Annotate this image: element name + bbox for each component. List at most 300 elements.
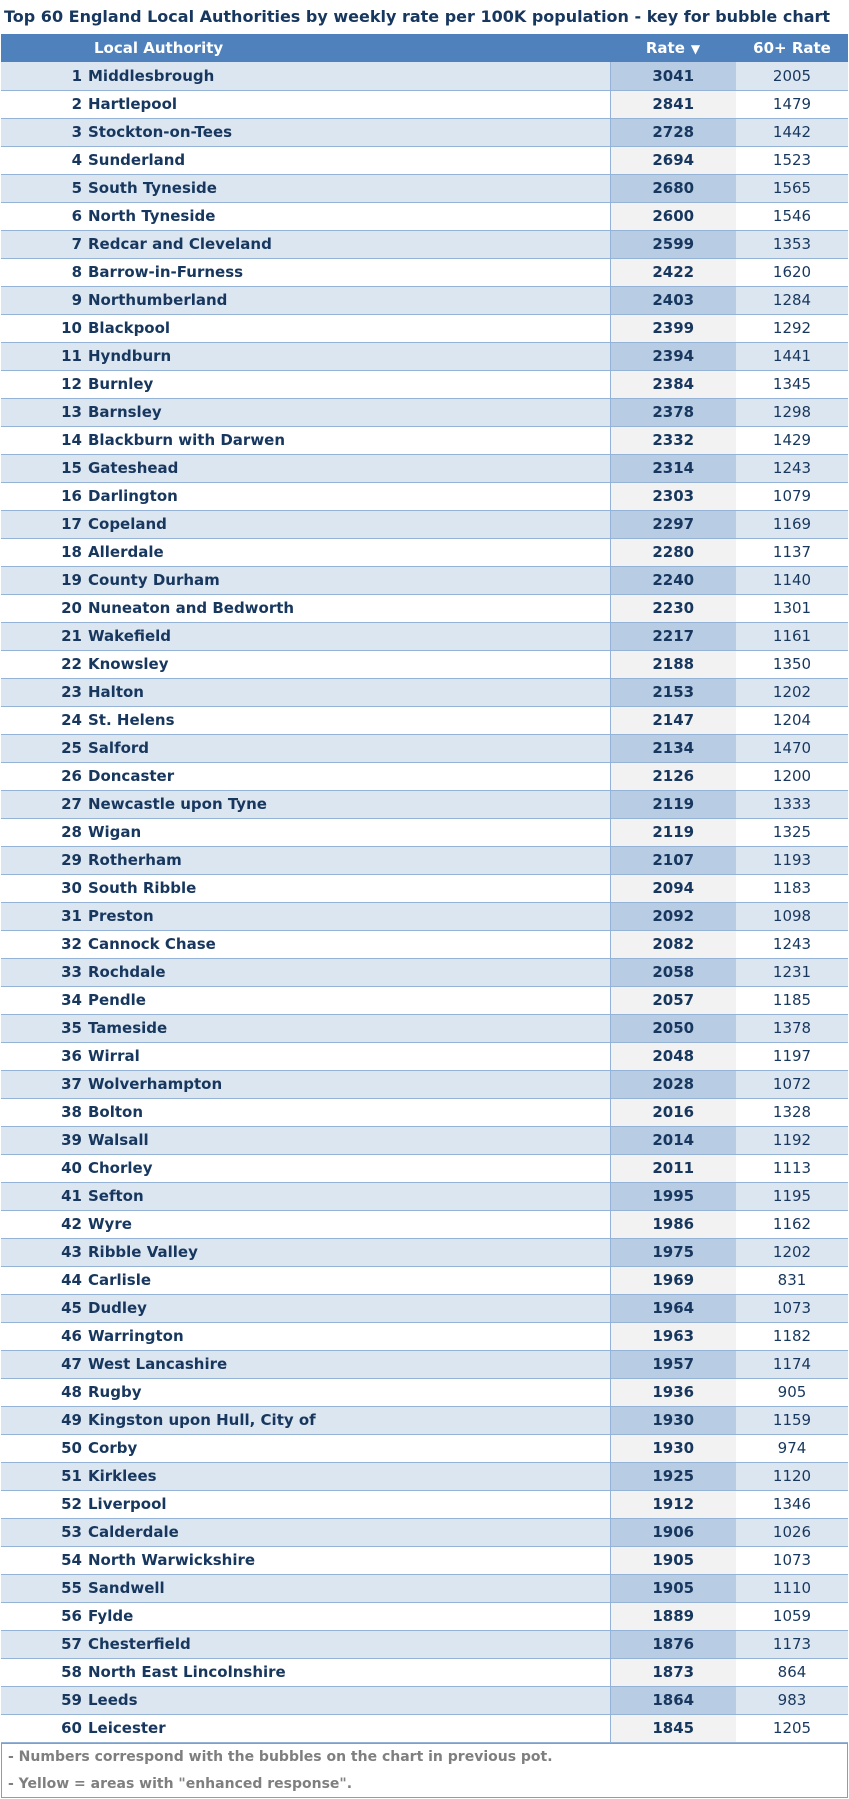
rank-number: 23 bbox=[61, 683, 82, 701]
rate-cell: 2057 bbox=[610, 986, 736, 1014]
rate-cell: 2297 bbox=[610, 510, 736, 538]
table-row bbox=[1, 566, 848, 594]
authority-name: West Lancashire bbox=[88, 1355, 228, 1373]
rate60-cell: 1073 bbox=[736, 1294, 848, 1322]
rate60-cell: 1204 bbox=[736, 706, 848, 734]
rate60-cell: 1162 bbox=[736, 1210, 848, 1238]
page-title: Top 60 England Local Authorities by weekly rate per 100K population - key for bubble chart bbox=[4, 7, 831, 26]
authority-cell bbox=[1, 706, 610, 734]
authority-cell bbox=[1, 678, 610, 706]
rate60-cell: 1565 bbox=[736, 174, 848, 202]
rate60-cell: 1183 bbox=[736, 874, 848, 902]
authority-name: Corby bbox=[88, 1439, 138, 1457]
column-header-rate[interactable] bbox=[610, 34, 736, 62]
authority-name: Blackburn with Darwen bbox=[88, 431, 286, 449]
rank-number: 46 bbox=[61, 1327, 82, 1345]
authority-cell bbox=[1, 986, 610, 1014]
rate60-cell: 1523 bbox=[736, 146, 848, 174]
authority-cell bbox=[1, 1126, 610, 1154]
authority-cell bbox=[1, 1070, 610, 1098]
rate60-cell: 1113 bbox=[736, 1154, 848, 1182]
rate-cell: 2011 bbox=[610, 1154, 736, 1182]
rank-number: 21 bbox=[61, 627, 82, 645]
rate60-cell: 1231 bbox=[736, 958, 848, 986]
rank-number: 31 bbox=[61, 907, 82, 925]
authority-cell bbox=[1, 1490, 610, 1518]
rate-cell: 1889 bbox=[610, 1602, 736, 1630]
rank-number: 8 bbox=[71, 263, 82, 281]
rate60-cell: 1185 bbox=[736, 986, 848, 1014]
authority-cell bbox=[1, 1518, 610, 1546]
table-row bbox=[1, 230, 848, 258]
rate-cell: 2082 bbox=[610, 930, 736, 958]
rate-cell: 2048 bbox=[610, 1042, 736, 1070]
note-line: - Yellow = areas with "enhanced response". bbox=[8, 1776, 353, 1792]
rate-cell: 2422 bbox=[610, 258, 736, 286]
rate60-cell: 1120 bbox=[736, 1462, 848, 1490]
rate60-cell: 1173 bbox=[736, 1630, 848, 1658]
authority-name: Kingston upon Hull, City of bbox=[88, 1411, 316, 1429]
table-row bbox=[1, 874, 848, 902]
authority-name: Redcar and Cleveland bbox=[88, 235, 272, 253]
rate-cell: 1905 bbox=[610, 1546, 736, 1574]
rate60-cell: 864 bbox=[736, 1658, 848, 1686]
authority-name: Warrington bbox=[88, 1327, 184, 1345]
rate60-cell: 1333 bbox=[736, 790, 848, 818]
rate60-cell: 1284 bbox=[736, 286, 848, 314]
authority-cell bbox=[1, 1462, 610, 1490]
authority-cell bbox=[1, 818, 610, 846]
rate-cell: 1930 bbox=[610, 1434, 736, 1462]
rate60-cell: 905 bbox=[736, 1378, 848, 1406]
authority-cell bbox=[1, 1154, 610, 1182]
rank-number: 37 bbox=[61, 1075, 82, 1093]
authority-name: Tameside bbox=[88, 1019, 168, 1037]
authority-cell bbox=[1, 1546, 610, 1574]
rate60-cell: 1202 bbox=[736, 678, 848, 706]
authority-name: Burnley bbox=[88, 375, 154, 393]
table-row bbox=[1, 1434, 848, 1462]
rate60-cell: 1137 bbox=[736, 538, 848, 566]
authority-name: Cannock Chase bbox=[88, 935, 216, 953]
authority-name: Wakefield bbox=[88, 627, 172, 645]
rate60-cell: 1202 bbox=[736, 1238, 848, 1266]
rate-cell: 1963 bbox=[610, 1322, 736, 1350]
authority-name: Newcastle upon Tyne bbox=[88, 795, 267, 813]
authority-cell bbox=[1, 1210, 610, 1238]
rate-cell: 2058 bbox=[610, 958, 736, 986]
authority-cell bbox=[1, 62, 610, 90]
rate60-cell: 1479 bbox=[736, 90, 848, 118]
authority-name: Blackpool bbox=[88, 319, 171, 337]
column-header-rate60[interactable] bbox=[736, 34, 848, 62]
table-row bbox=[1, 1322, 848, 1350]
rank-number: 11 bbox=[61, 347, 82, 365]
table-row bbox=[1, 1658, 848, 1686]
authority-name: North Warwickshire bbox=[88, 1551, 256, 1569]
authority-cell bbox=[1, 846, 610, 874]
rate-cell: 2107 bbox=[610, 846, 736, 874]
authority-name: County Durham bbox=[88, 571, 220, 589]
authority-name: Sefton bbox=[88, 1187, 144, 1205]
table-row bbox=[1, 258, 848, 286]
authority-cell bbox=[1, 594, 610, 622]
table-row bbox=[1, 1686, 848, 1714]
authority-cell bbox=[1, 1350, 610, 1378]
table-row bbox=[1, 426, 848, 454]
authority-name: Liverpool bbox=[88, 1495, 167, 1513]
rank-number: 57 bbox=[61, 1635, 82, 1653]
rate60-cell: 1073 bbox=[736, 1546, 848, 1574]
authority-cell bbox=[1, 454, 610, 482]
authority-cell bbox=[1, 958, 610, 986]
rate-cell: 2014 bbox=[610, 1126, 736, 1154]
authority-name: Wigan bbox=[88, 823, 142, 841]
rate-cell: 2147 bbox=[610, 706, 736, 734]
table-row bbox=[1, 706, 848, 734]
rank-number: 26 bbox=[61, 767, 82, 785]
rate-cell: 1986 bbox=[610, 1210, 736, 1238]
table-row bbox=[1, 1266, 848, 1294]
rate60-cell: 1301 bbox=[736, 594, 848, 622]
authority-name: South Tyneside bbox=[88, 179, 217, 197]
rate60-cell: 1159 bbox=[736, 1406, 848, 1434]
rank-number: 30 bbox=[61, 879, 82, 897]
rate60-cell: 974 bbox=[736, 1434, 848, 1462]
authority-cell bbox=[1, 146, 610, 174]
authority-name: Wolverhampton bbox=[88, 1075, 223, 1093]
column-header-rate-label: Rate bbox=[645, 39, 685, 57]
table-row bbox=[1, 1350, 848, 1378]
authority-name: Stockton-on-Tees bbox=[88, 123, 233, 141]
table-row bbox=[1, 1630, 848, 1658]
rank-number: 3 bbox=[71, 123, 82, 141]
rate60-cell: 1378 bbox=[736, 1014, 848, 1042]
rate-cell: 1925 bbox=[610, 1462, 736, 1490]
table-row bbox=[1, 678, 848, 706]
table-row bbox=[1, 958, 848, 986]
authority-cell bbox=[1, 510, 610, 538]
table-row bbox=[1, 90, 848, 118]
rate60-cell: 1620 bbox=[736, 258, 848, 286]
rate60-cell: 1059 bbox=[736, 1602, 848, 1630]
table-row bbox=[1, 342, 848, 370]
authority-cell bbox=[1, 342, 610, 370]
header-row bbox=[1, 34, 848, 62]
rate-cell: 2119 bbox=[610, 818, 736, 846]
rank-number: 40 bbox=[61, 1159, 82, 1177]
rate60-cell: 1110 bbox=[736, 1574, 848, 1602]
rate60-cell: 983 bbox=[736, 1686, 848, 1714]
rate-cell: 1936 bbox=[610, 1378, 736, 1406]
rate-cell: 2384 bbox=[610, 370, 736, 398]
rate-cell: 2728 bbox=[610, 118, 736, 146]
rank-number: 1 bbox=[71, 66, 82, 85]
rate60-cell: 1441 bbox=[736, 342, 848, 370]
authority-cell bbox=[1, 118, 610, 146]
rank-number: 59 bbox=[61, 1691, 82, 1709]
authority-name: Darlington bbox=[88, 487, 178, 505]
rank-number: 39 bbox=[61, 1131, 82, 1149]
authority-name: Preston bbox=[88, 907, 154, 925]
rate-cell: 1964 bbox=[610, 1294, 736, 1322]
rate60-cell: 1140 bbox=[736, 566, 848, 594]
rate60-cell: 1192 bbox=[736, 1126, 848, 1154]
rank-number: 36 bbox=[61, 1047, 82, 1065]
rate-cell: 2094 bbox=[610, 874, 736, 902]
authority-cell bbox=[1, 426, 610, 454]
rank-number: 13 bbox=[61, 403, 82, 421]
authority-name: Gateshead bbox=[88, 459, 179, 477]
rank-number: 24 bbox=[61, 711, 82, 729]
table-row bbox=[1, 1462, 848, 1490]
rank-number: 35 bbox=[61, 1019, 82, 1037]
authority-name: Allerdale bbox=[88, 543, 164, 561]
rank-number: 45 bbox=[61, 1299, 82, 1317]
rate60-cell: 1470 bbox=[736, 734, 848, 762]
authority-cell bbox=[1, 622, 610, 650]
authority-cell bbox=[1, 90, 610, 118]
table-row bbox=[1, 1574, 848, 1602]
rate60-cell: 1350 bbox=[736, 650, 848, 678]
rate-cell: 2119 bbox=[610, 790, 736, 818]
authority-cell bbox=[1, 1378, 610, 1406]
rate-cell: 2403 bbox=[610, 286, 736, 314]
rank-number: 27 bbox=[61, 795, 82, 813]
authority-cell bbox=[1, 902, 610, 930]
authority-name: Hyndburn bbox=[88, 347, 172, 365]
authority-cell bbox=[1, 1238, 610, 1266]
rate60-cell: 1346 bbox=[736, 1490, 848, 1518]
rate60-cell: 1193 bbox=[736, 846, 848, 874]
column-header-rate60-label: 60+ Rate bbox=[753, 39, 831, 57]
authority-cell bbox=[1, 1266, 610, 1294]
table-row bbox=[1, 818, 848, 846]
rank-number: 5 bbox=[71, 179, 82, 197]
authority-name: Barnsley bbox=[88, 403, 162, 421]
authority-cell bbox=[1, 1014, 610, 1042]
authority-name: Pendle bbox=[88, 991, 146, 1009]
rank-number: 14 bbox=[61, 431, 82, 449]
rate-cell: 2134 bbox=[610, 734, 736, 762]
rank-number: 4 bbox=[71, 151, 82, 169]
rank-number: 6 bbox=[71, 207, 82, 225]
rate-cell: 2016 bbox=[610, 1098, 736, 1126]
table-row bbox=[1, 1378, 848, 1406]
table-row bbox=[1, 930, 848, 958]
authority-cell bbox=[1, 1686, 610, 1714]
rank-number: 7 bbox=[71, 235, 82, 253]
authority-cell bbox=[1, 174, 610, 202]
rank-number: 19 bbox=[61, 571, 82, 589]
authority-cell bbox=[1, 1042, 610, 1070]
rank-number: 60 bbox=[61, 1719, 82, 1737]
notes-box bbox=[1, 1743, 848, 1798]
table-row bbox=[1, 1294, 848, 1322]
rate-cell: 1995 bbox=[610, 1182, 736, 1210]
authority-name: Sandwell bbox=[88, 1579, 165, 1597]
rank-number: 32 bbox=[61, 935, 82, 953]
rank-number: 10 bbox=[61, 319, 82, 337]
rank-number: 43 bbox=[61, 1243, 82, 1261]
rate60-cell: 1353 bbox=[736, 230, 848, 258]
rate60-cell: 1161 bbox=[736, 622, 848, 650]
authority-cell bbox=[1, 1406, 610, 1434]
table-row bbox=[1, 398, 848, 426]
rate-cell: 1906 bbox=[610, 1518, 736, 1546]
column-header-authority-label: Local Authority bbox=[94, 39, 224, 57]
rate60-cell: 1072 bbox=[736, 1070, 848, 1098]
rate60-cell: 2005 bbox=[736, 62, 848, 90]
rate60-cell: 1298 bbox=[736, 398, 848, 426]
rate60-cell: 1197 bbox=[736, 1042, 848, 1070]
rate60-cell: 1345 bbox=[736, 370, 848, 398]
rate-cell: 2126 bbox=[610, 762, 736, 790]
rate60-cell: 1205 bbox=[736, 1714, 848, 1742]
authority-cell bbox=[1, 258, 610, 286]
rate-cell: 2332 bbox=[610, 426, 736, 454]
rank-number: 53 bbox=[61, 1523, 82, 1541]
rate60-cell: 1546 bbox=[736, 202, 848, 230]
rate-cell: 2841 bbox=[610, 90, 736, 118]
table-row bbox=[1, 846, 848, 874]
authority-name: Middlesbrough bbox=[88, 66, 215, 85]
table-row bbox=[1, 1602, 848, 1630]
rate-cell: 2280 bbox=[610, 538, 736, 566]
rate60-cell: 1328 bbox=[736, 1098, 848, 1126]
rate60-cell: 1429 bbox=[736, 426, 848, 454]
authority-cell bbox=[1, 1658, 610, 1686]
authority-cell bbox=[1, 1322, 610, 1350]
rank-number: 50 bbox=[61, 1439, 82, 1457]
rate-cell: 1905 bbox=[610, 1574, 736, 1602]
authority-cell bbox=[1, 538, 610, 566]
rate-cell: 2240 bbox=[610, 566, 736, 594]
rate-cell: 2230 bbox=[610, 594, 736, 622]
authority-name: Northumberland bbox=[88, 291, 228, 309]
authority-name: North Tyneside bbox=[88, 207, 216, 225]
authority-cell bbox=[1, 762, 610, 790]
rate-cell: 2092 bbox=[610, 902, 736, 930]
rate-cell: 2217 bbox=[610, 622, 736, 650]
rank-number: 29 bbox=[61, 851, 82, 869]
authority-cell bbox=[1, 650, 610, 678]
authority-cell bbox=[1, 1434, 610, 1462]
table-row bbox=[1, 762, 848, 790]
rate-cell: 1876 bbox=[610, 1630, 736, 1658]
rank-number: 22 bbox=[61, 655, 82, 673]
rank-number: 16 bbox=[61, 487, 82, 505]
authority-table bbox=[1, 34, 848, 1743]
rank-number: 56 bbox=[61, 1607, 82, 1625]
rate-cell: 1957 bbox=[610, 1350, 736, 1378]
authority-name: Copeland bbox=[88, 515, 167, 533]
table-row bbox=[1, 902, 848, 930]
rate-cell: 2378 bbox=[610, 398, 736, 426]
rate60-cell: 1325 bbox=[736, 818, 848, 846]
authority-name: Kirklees bbox=[88, 1467, 157, 1485]
table-row bbox=[1, 1098, 848, 1126]
table-row bbox=[1, 1070, 848, 1098]
rate60-cell: 1243 bbox=[736, 454, 848, 482]
rate-cell: 1845 bbox=[610, 1714, 736, 1742]
authority-cell bbox=[1, 566, 610, 594]
table-row bbox=[1, 510, 848, 538]
table-row bbox=[1, 1714, 848, 1742]
rank-number: 54 bbox=[61, 1551, 82, 1569]
authority-name: Sunderland bbox=[88, 151, 186, 169]
rate60-cell: 1079 bbox=[736, 482, 848, 510]
table-row bbox=[1, 1182, 848, 1210]
rank-number: 44 bbox=[61, 1271, 82, 1289]
authority-name: Chesterfield bbox=[88, 1635, 191, 1653]
rate60-cell: 1292 bbox=[736, 314, 848, 342]
rate60-cell: 1442 bbox=[736, 118, 848, 146]
authority-name: St. Helens bbox=[88, 711, 175, 729]
rate60-cell: 1169 bbox=[736, 510, 848, 538]
table-row bbox=[1, 622, 848, 650]
authority-cell bbox=[1, 1182, 610, 1210]
table-row bbox=[1, 174, 848, 202]
authority-cell bbox=[1, 314, 610, 342]
rate60-cell: 1026 bbox=[736, 1518, 848, 1546]
authority-name: Bolton bbox=[88, 1103, 144, 1121]
table-row bbox=[1, 1546, 848, 1574]
sort-descending-icon[interactable]: ▼ bbox=[690, 42, 701, 56]
authority-cell bbox=[1, 286, 610, 314]
table-body bbox=[1, 62, 848, 1742]
authority-name: Knowsley bbox=[88, 655, 169, 673]
authority-name: Halton bbox=[88, 683, 144, 701]
rate-cell: 2399 bbox=[610, 314, 736, 342]
table-row bbox=[1, 986, 848, 1014]
authority-cell bbox=[1, 370, 610, 398]
authority-name: Dudley bbox=[88, 1299, 147, 1317]
authority-name: Barrow-in-Furness bbox=[88, 263, 244, 281]
authority-name: Doncaster bbox=[88, 767, 175, 785]
authority-cell bbox=[1, 1294, 610, 1322]
table-row bbox=[1, 1238, 848, 1266]
rate60-cell: 1174 bbox=[736, 1350, 848, 1378]
rank-number: 17 bbox=[61, 515, 82, 533]
authority-name: Ribble Valley bbox=[88, 1243, 198, 1261]
table-row bbox=[1, 734, 848, 762]
rate-cell: 2394 bbox=[610, 342, 736, 370]
column-header-authority[interactable] bbox=[1, 34, 610, 62]
authority-name: Rochdale bbox=[88, 963, 166, 981]
rate-cell: 3041 bbox=[610, 62, 736, 90]
rank-number: 51 bbox=[61, 1467, 82, 1485]
authority-cell bbox=[1, 930, 610, 958]
rate-cell: 2028 bbox=[610, 1070, 736, 1098]
authority-cell bbox=[1, 482, 610, 510]
rate-cell: 2599 bbox=[610, 230, 736, 258]
rate-cell: 2188 bbox=[610, 650, 736, 678]
authority-name: North East Lincolnshire bbox=[88, 1663, 286, 1681]
rate60-cell: 1243 bbox=[736, 930, 848, 958]
rate-cell: 2600 bbox=[610, 202, 736, 230]
authority-name: Rugby bbox=[88, 1383, 142, 1401]
authority-cell bbox=[1, 790, 610, 818]
authority-name: Leeds bbox=[88, 1691, 138, 1709]
rank-number: 25 bbox=[61, 739, 82, 757]
rate-cell: 1873 bbox=[610, 1658, 736, 1686]
rank-number: 47 bbox=[61, 1355, 82, 1373]
table-row bbox=[1, 62, 848, 90]
table-row bbox=[1, 202, 848, 230]
rank-number: 33 bbox=[61, 963, 82, 981]
table-row bbox=[1, 594, 848, 622]
